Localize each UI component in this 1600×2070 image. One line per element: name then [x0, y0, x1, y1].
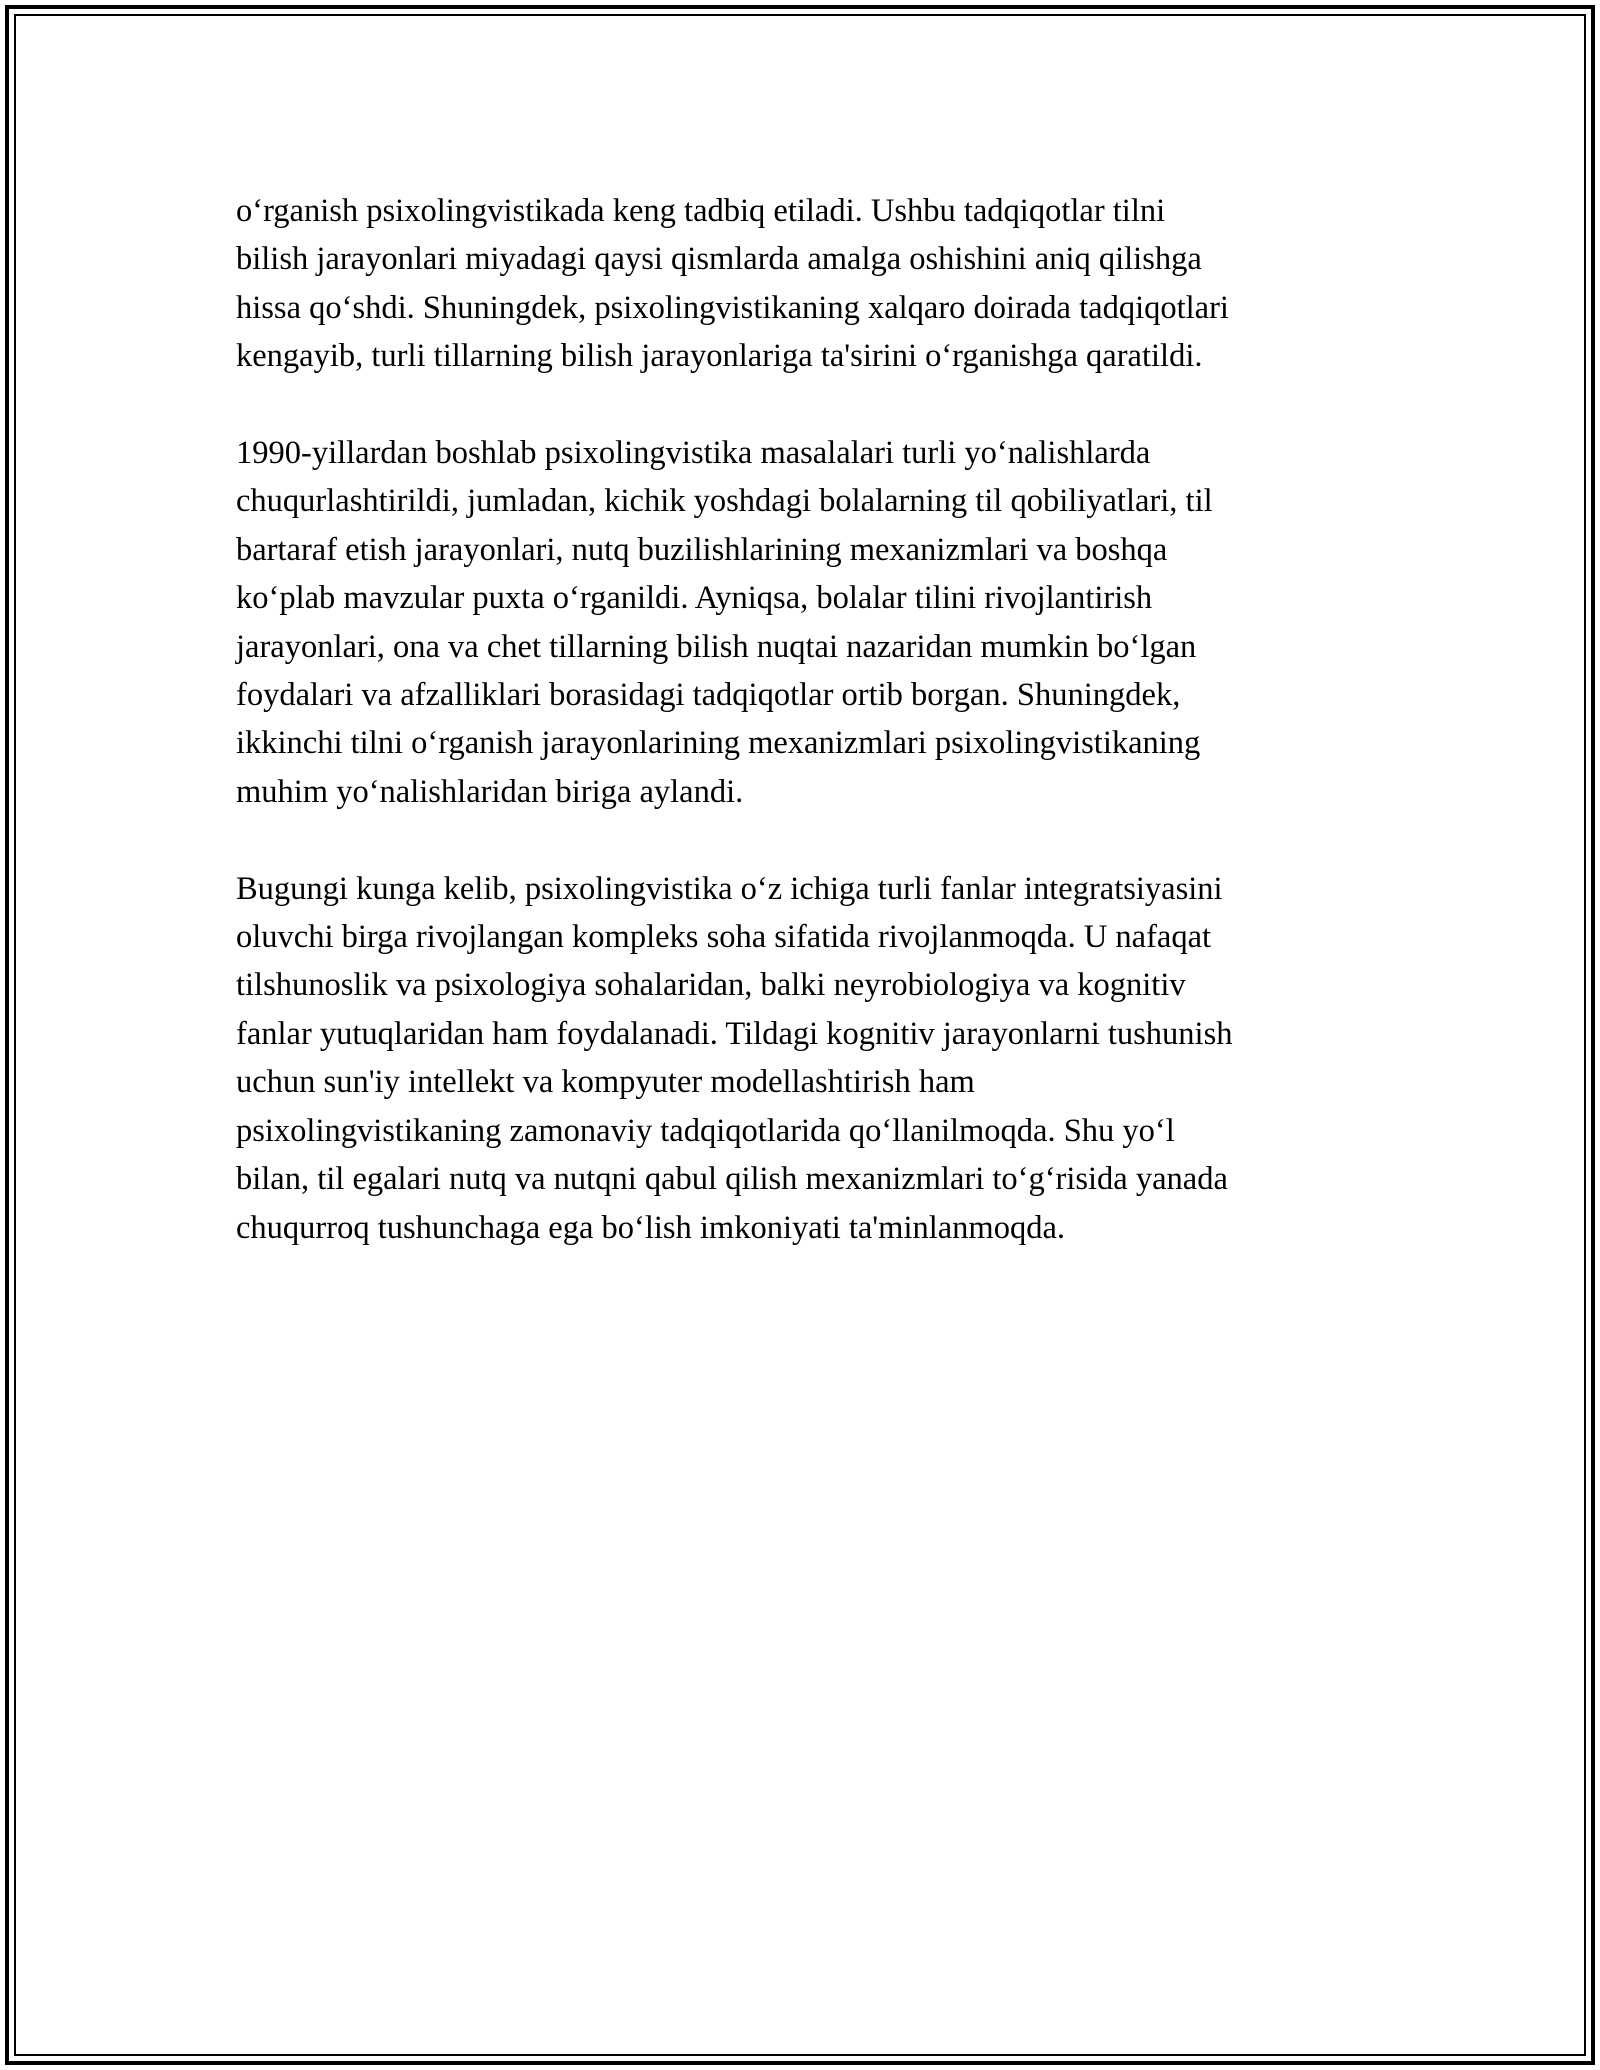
text-line: ikkinchi tilni o‘rganish jarayonlarining mexanizmlari psixolingvistikaning [236, 725, 1201, 762]
paragraph-2 [236, 429, 1376, 816]
text-line: Bugungi kunga kelib, psixolingvistika o‘z ichiga turli fanlar integratsiyasini [236, 870, 1223, 907]
text-line: bartaraf etish jarayonlari, nutq buzilishlarining mexanizmlari va boshqa [236, 531, 1168, 568]
text-line: foydalari va afzalliklari borasidagi tadqiqotlar ortib borgan. Shuningdek, [236, 677, 1181, 714]
text-line: psixolingvistikaning zamonaviy tadqiqotlarida qo‘llanilmoqda. Shu yo‘l [236, 1112, 1175, 1149]
text-line: muhim yo‘nalishlaridan biriga aylandi. [236, 773, 744, 810]
text-line: bilan, til egalari nutq va nutqni qabul qilish mexanizmlari to‘g‘risida yanada [236, 1161, 1228, 1198]
text-line: fanlar yutuqlaridan ham foydalanadi. Tildagi kognitiv jarayonlarni tushunish [236, 1015, 1233, 1052]
text-line: bilish jarayonlari miyadagi qaysi qismlarda amalga oshishini aniq qilishga [236, 241, 1202, 278]
text-line: kengayib, turli tillarning bilish jarayonlariga ta'sirini o‘rganishga qaratildi. [236, 338, 1203, 375]
text-line: hissa qo‘shdi. Shuningdek, psixolingvistikaning xalqaro doirada tadqiqotlari [236, 289, 1229, 326]
text-line: tilshunoslik va psixologiya sohalaridan, balki neyrobiologiya va kognitiv [236, 967, 1186, 1004]
text-line: ko‘plab mavzular puxta o‘rganildi. Ayniqsa, bolalar tilini rivojlantirish [236, 580, 1153, 617]
paragraph-1 [236, 187, 1376, 381]
text-line: o‘rganish psixolingvistikada keng tadbiq etiladi. Ushbu tadqiqotlar tilni [236, 193, 1166, 229]
document-body [236, 187, 1376, 1300]
paragraph-3 [236, 865, 1376, 1252]
text-line: chuqurlashtirildi, jumladan, kichik yoshdagi bolalarning til qobiliyatlari, til [236, 483, 1213, 520]
text-line: uchun sun'iy intellekt va kompyuter modellashtirish ham [236, 1064, 975, 1101]
text-line: chuqurroq tushunchaga ega bo‘lish imkoniyati ta'minlanmoqda. [236, 1209, 1066, 1246]
text-line: 1990-yillardan boshlab psixolingvistika masalalari turli yo‘nalishlarda [236, 435, 1151, 472]
text-line: oluvchi birga rivojlangan kompleks soha sifatida rivojlanmoqda. U nafaqat [236, 919, 1212, 956]
text-line: jarayonlari, ona va chet tillarning bilish nuqtai nazaridan mumkin bo‘lgan [236, 628, 1197, 665]
